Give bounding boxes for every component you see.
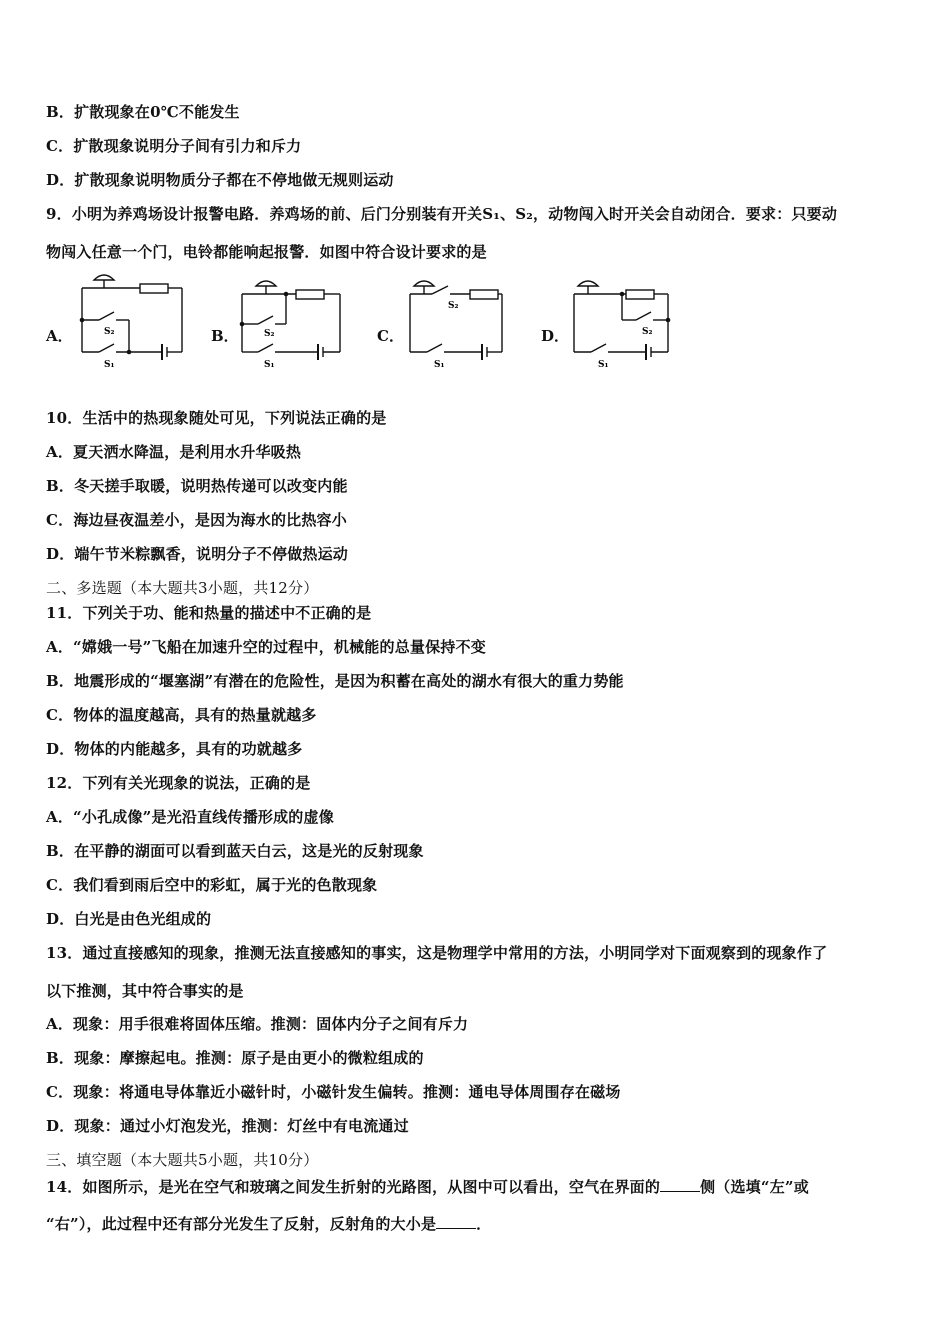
q11-option-d: D．物体的内能越多，具有的功就越多 — [46, 740, 303, 758]
q9-label-c: C． — [377, 327, 404, 345]
q11-option-a: A．“嫦娥一号”飞船在加速升空的过程中，机械能的总量保持不变 — [46, 638, 486, 656]
switch-s2-label: S₂ — [448, 301, 459, 311]
section-heading-fill-in-blank: 三、填空题（本大题共5小题，共10分） — [46, 1151, 319, 1169]
circuit-diagram-c — [402, 272, 562, 372]
circuit-diagram-a — [74, 272, 234, 372]
q14-text-part2: 侧（选填“左”或 — [700, 1178, 809, 1196]
q9-stem-line2: 物闯入任意一个门，电铃都能响起报警．如图中符合设计要求的是 — [46, 243, 487, 261]
q10-option-b: B．冬天搓手取暖，说明热传递可以改变内能 — [46, 477, 348, 495]
answer-blank-2[interactable] — [436, 1214, 476, 1229]
answer-blank-1[interactable] — [660, 1177, 700, 1192]
q12-stem: 12．下列有关光现象的说法，正确的是 — [46, 774, 311, 792]
q8-option-c: C．扩散现象说明分子间有引力和斥力 — [46, 137, 302, 155]
q10-stem: 10．生活中的热现象随处可见，下列说法正确的是 — [46, 409, 387, 427]
switch-s2-label: S₂ — [104, 327, 115, 337]
q11-option-b: B．地震形成的“堰塞湖”有潜在的危险性，是因为积蓄在高处的湖水有很大的重力势能 — [46, 672, 624, 690]
q10-option-c: C．海边昼夜温差小，是因为海水的比热容小 — [46, 511, 347, 529]
q12-option-a: A．“小孔成像”是光沿直线传播形成的虚像 — [46, 808, 334, 826]
q10-option-a: A．夏天洒水降温，是利用水升华吸热 — [46, 443, 302, 461]
switch-s2-label: S₂ — [642, 327, 653, 337]
q13-stem-line1: 13．通过直接感知的现象，推测无法直接感知的事实，这是物理学中常用的方法，小明同学对下面观察到的现象作了 — [46, 944, 828, 962]
q12-option-c: C．我们看到雨后空中的彩虹，属于光的色散现象 — [46, 876, 378, 894]
q13-stem-line2: 以下推测，其中符合事实的是 — [46, 982, 244, 1000]
q14-text-part1: 14．如图所示，是光在空气和玻璃之间发生折射的光路图，从图中可以看出，空气在界面的 — [46, 1178, 661, 1196]
q13-option-c: C．现象：将通电导体靠近小磁针时，小磁针发生偏转。推测：通电导体周围存在磁场 — [46, 1083, 621, 1101]
q8-option-b: B．扩散现象在0℃不能发生 — [46, 103, 240, 121]
q9-label-a: A． — [46, 327, 73, 345]
q8-option-d: D．扩散现象说明物质分子都在不停地做无规则运动 — [46, 171, 394, 189]
circuit-diagram-b — [236, 272, 396, 372]
q9-stem-line1: 9．小明为养鸡场设计报警电路．养鸡场的前、后门分别装有开关S₁、S₂，动物闯入时开关会自动闭合．要求：只要动 — [46, 205, 838, 223]
switch-s1-label: S₁ — [598, 360, 609, 370]
q14-stem-line1 — [46, 1177, 809, 1196]
section-heading-multiple-choice: 二、多选题（本大题共3小题，共12分） — [46, 579, 319, 597]
q9-label-b: B． — [211, 327, 239, 345]
q9-label-d: D． — [541, 327, 570, 345]
switch-s1-label: S₁ — [434, 360, 445, 370]
circuit-diagram-d — [566, 272, 726, 372]
q13-option-b: B．现象：摩擦起电。推测：原子是由更小的微粒组成的 — [46, 1049, 424, 1067]
q13-option-a: A．现象：用手很难将固体压缩。推测：固体内分子之间有斥力 — [46, 1015, 469, 1033]
q12-option-d: D．白光是由色光组成的 — [46, 910, 212, 928]
q14-stem-line2 — [46, 1214, 491, 1233]
q14-text-part3: “右”），此过程中还有部分光发生了反射，反射角的大小是 — [46, 1215, 437, 1233]
q11-stem: 11．下列关于功、能和热量的描述中不正确的是 — [46, 604, 372, 622]
q10-option-d: D．端午节米粽飘香，说明分子不停做热运动 — [46, 545, 349, 563]
switch-s1-label: S₁ — [264, 360, 275, 370]
q13-option-d: D．现象：通过小灯泡发光，推测：灯丝中有电流通过 — [46, 1117, 409, 1135]
switch-s1-label: S₁ — [104, 360, 115, 370]
q14-text-part4: ． — [476, 1215, 492, 1233]
switch-s2-label: S₂ — [264, 329, 275, 339]
q11-option-c: C．物体的温度越高，具有的热量就越多 — [46, 706, 317, 724]
q12-option-b: B．在平静的湖面可以看到蓝天白云，这是光的反射现象 — [46, 842, 424, 860]
